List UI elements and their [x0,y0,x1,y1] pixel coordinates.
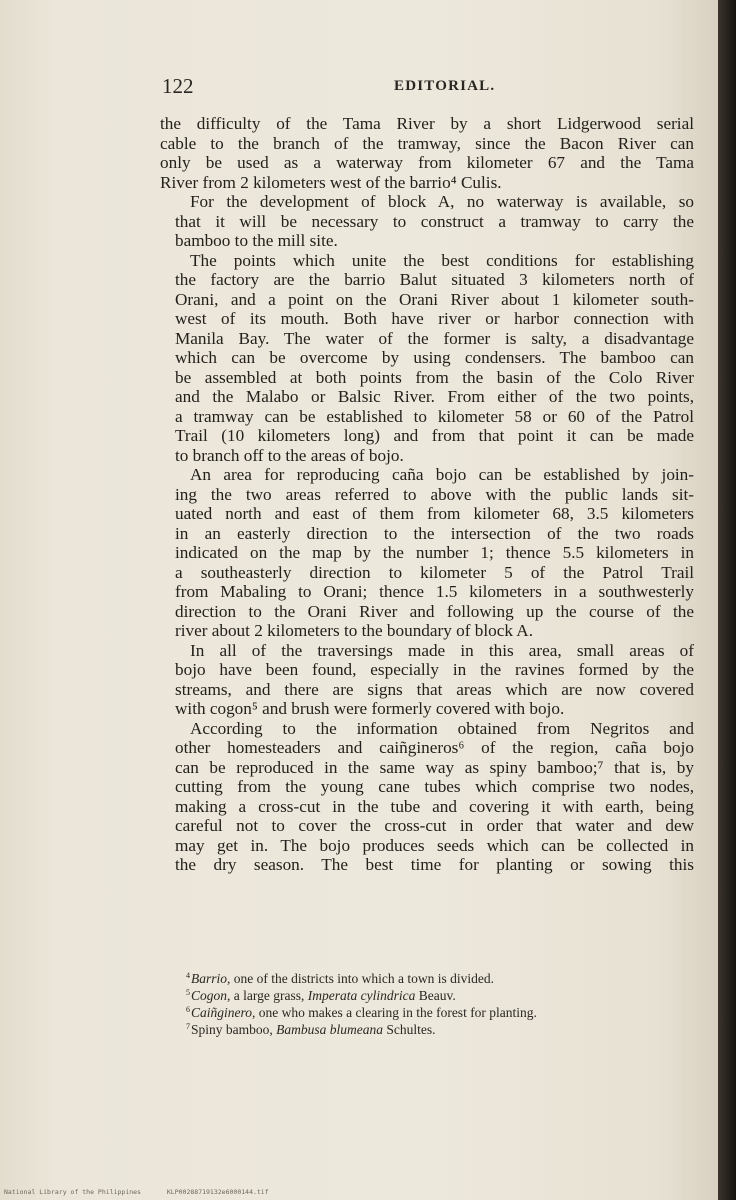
text-line: The points which unite the best conditions for establishing [190,250,694,270]
paragraph-3 [160,251,694,466]
text-line: can be reproduced in the same way as spiny bamboo;⁷ that is, by [175,757,694,777]
page-header [162,74,718,106]
text-line: According to the information obtained from Negritos and [190,718,694,738]
text-line: other homesteaders and caiñgineros⁶ of the region, caña bojo [175,738,694,757]
footnote-term: Cogon [191,988,228,1003]
footnote-text: , a large grass, [227,988,308,1003]
text-line: west of its mouth. Both have river or harbor connection with [175,309,694,328]
text-line: may get in. The bojo produces seeds which can be collected in [175,835,694,855]
footnote-text-2: Beauv. [415,988,456,1003]
text-line: to branch off to the areas of bojo. [175,445,404,465]
text-line: making a cross-cut in the tube and covering it with earth, being [175,796,694,816]
text-line: the difficulty of the Tama River by a short Lidgerwood serial [160,114,694,133]
footnote-5 [186,987,686,1004]
text-line: be assembled at both points from the basin of the Colo River [175,367,694,387]
text-line: In all of the traversings made in this area, small areas of [190,640,694,660]
text-line: river about 2 kilometers to the boundary of block A. [175,621,533,640]
text-line: with cogon⁵ and brush were formerly covered with bojo. [175,699,565,718]
text-line: Trail (10 kilometers long) and from that point it can be made [175,426,694,445]
footnote-number: 6 [186,1005,190,1014]
text-line: direction to the Orani River and following up the course of the [175,601,694,621]
page-number: 122 [162,74,194,98]
text-line: and the Malabo or Balsic River. From either of the two points, [175,387,694,406]
paragraph-1 [160,114,694,192]
text-line: ing the two areas referred to above with the public lands sit- [175,484,694,504]
text-line: For the development of block A, no waterway is available, so [190,192,694,211]
footnote-number: 5 [186,988,190,997]
file-id-label: KLP00288719132e6000144.tif [166,1188,269,1196]
footnote-term: Caiñginero [191,1005,253,1020]
text-line: River from 2 kilometers west of the barrio⁴ Culis. [160,172,502,192]
text-line: in an easterly direction to the intersection of the two roads [175,523,694,543]
text-line: a southeasterly direction to kilometer 5 of the Patrol Trail [175,562,694,582]
footnote-6 [186,1004,686,1021]
footnote-term-2: Imperata cylindrica [307,988,416,1003]
paragraph-5 [160,641,694,719]
text-line: a tramway can be established to kilometer 58 or 60 of the Patrol [175,406,694,426]
text-line: careful not to cover the cross-cut in order that water and dew [175,816,694,835]
footnote-term-2: Bambusa blumeana [276,1022,384,1037]
text-line: only be used as a waterway from kilometer 67 and the Tama [160,153,694,172]
footnote-text-2: Schultes. [383,1022,436,1037]
text-line: Manila Bay. The water of the former is salty, a disadvantage [175,328,694,348]
body-text [160,114,694,875]
paragraph-6 [160,719,694,875]
paragraph-2 [160,192,694,251]
text-line: Orani, and a point on the Orani River about 1 kilometer south- [175,289,694,309]
text-line: streams, and there are signs that areas which are now covered [175,679,694,699]
text-line: indicated on the map by the number 1; thence 5.5 kilometers in [175,543,694,562]
text-line: that it will be necessary to construct a tramway to carry the [175,211,694,231]
footnote-7 [186,1021,686,1038]
footnote-text: , one who makes a clearing in the forest for planting. [252,1005,537,1020]
footnote-number: 4 [186,971,190,980]
text-line: bamboo to the mill site. [175,231,338,250]
paragraph-4 [160,465,694,641]
footnote-term: Barrio [191,971,228,986]
text-line: which can be overcome by using condensers. The bamboo can [175,348,694,367]
text-line: the dry season. The best time for planting or sowing this [175,855,694,874]
scan-edge [718,0,736,1200]
footnote-text: Spiny bamboo, [191,1022,277,1037]
footnote-text: , one of the districts into which a town is divided. [227,971,494,986]
footnotes [186,970,686,1038]
footnote-4 [186,970,686,987]
text-line: cable to the branch of the tramway, since the Bacon River can [160,133,694,153]
footnote-number: 7 [186,1022,190,1031]
running-head: EDITORIAL. [394,78,496,94]
text-line: bojo have been found, especially in the ravines formed by the [175,660,694,679]
text-line: the factory are the barrio Balut situated 3 kilometers north of [175,270,694,289]
text-line: An area for reproducing caña bojo can be established by join- [190,465,694,484]
library-label: National Library of the Philippines [4,1188,141,1196]
text-line: cutting from the young cane tubes which comprise two nodes, [175,777,694,796]
text-line: from Mabaling to Orani; thence 1.5 kilometers in a southwesterly [175,582,694,601]
text-line: uated north and east of them from kilometer 68, 3.5 kilometers [175,504,694,523]
scan-footer [4,1188,291,1196]
